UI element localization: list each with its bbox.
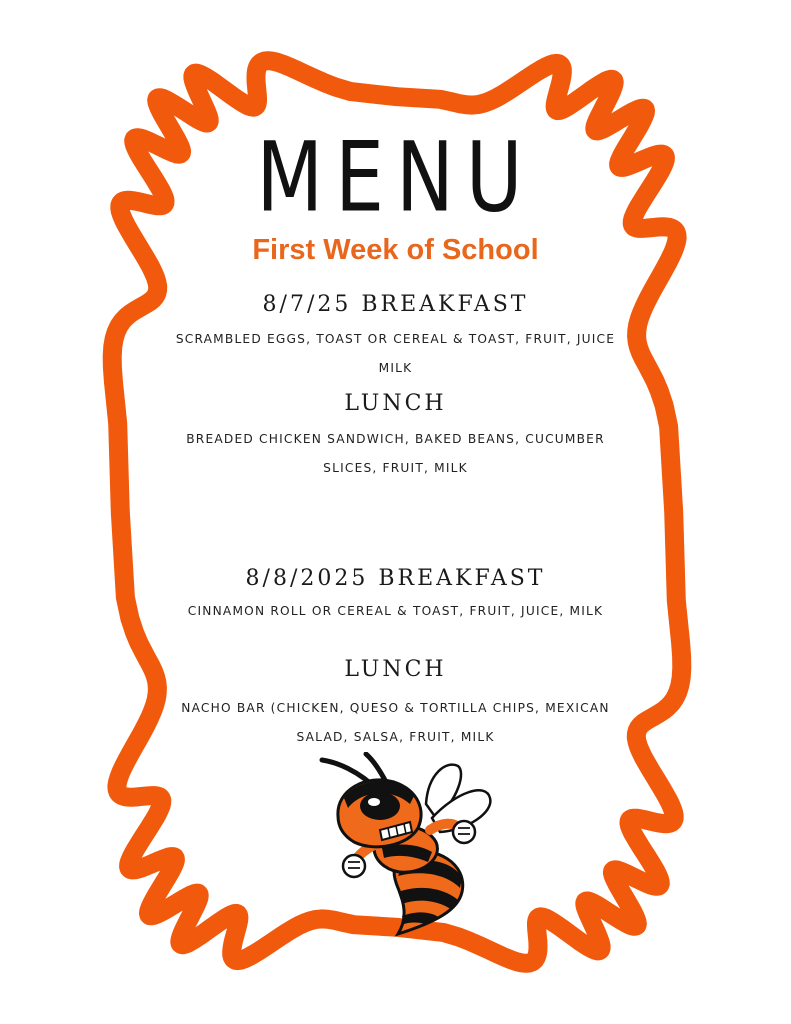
day1-lunch-items-line2: SLICES, FRUIT, MILK bbox=[323, 461, 468, 475]
day2-lunch-items-line1: NACHO BAR (CHICKEN, QUESO & TORTILLA CHIPS, MEXICAN bbox=[181, 701, 610, 715]
hornet-mascot-icon bbox=[318, 752, 498, 937]
day1-lunch-heading: LUNCH bbox=[344, 391, 447, 416]
day2-breakfast-heading: 8/8/2025 BREAKFAST bbox=[245, 566, 546, 591]
menu-title: MENU bbox=[256, 122, 535, 234]
day2-breakfast-items-line1: CINNAMON ROLL OR CEREAL & TOAST, FRUIT, JUICE, MILK bbox=[187, 604, 604, 618]
day1-breakfast-items-line2: MILK bbox=[378, 361, 413, 375]
day1-breakfast-heading: 8/7/25 BREAKFAST bbox=[262, 292, 529, 317]
day2-lunch-items-line2: SALAD, SALSA, FRUIT, MILK bbox=[296, 730, 495, 744]
day2-lunch-heading: LUNCH bbox=[344, 657, 447, 682]
menu-subtitle: First Week of School bbox=[252, 234, 539, 266]
day1-lunch-items-line1: BREADED CHICKEN SANDWICH, BAKED BEANS, CUCUMBER bbox=[186, 432, 605, 446]
day1-breakfast-items-line1: SCRAMBLED EGGS, TOAST OR CEREAL & TOAST, FRUIT, JUICE bbox=[175, 332, 616, 346]
